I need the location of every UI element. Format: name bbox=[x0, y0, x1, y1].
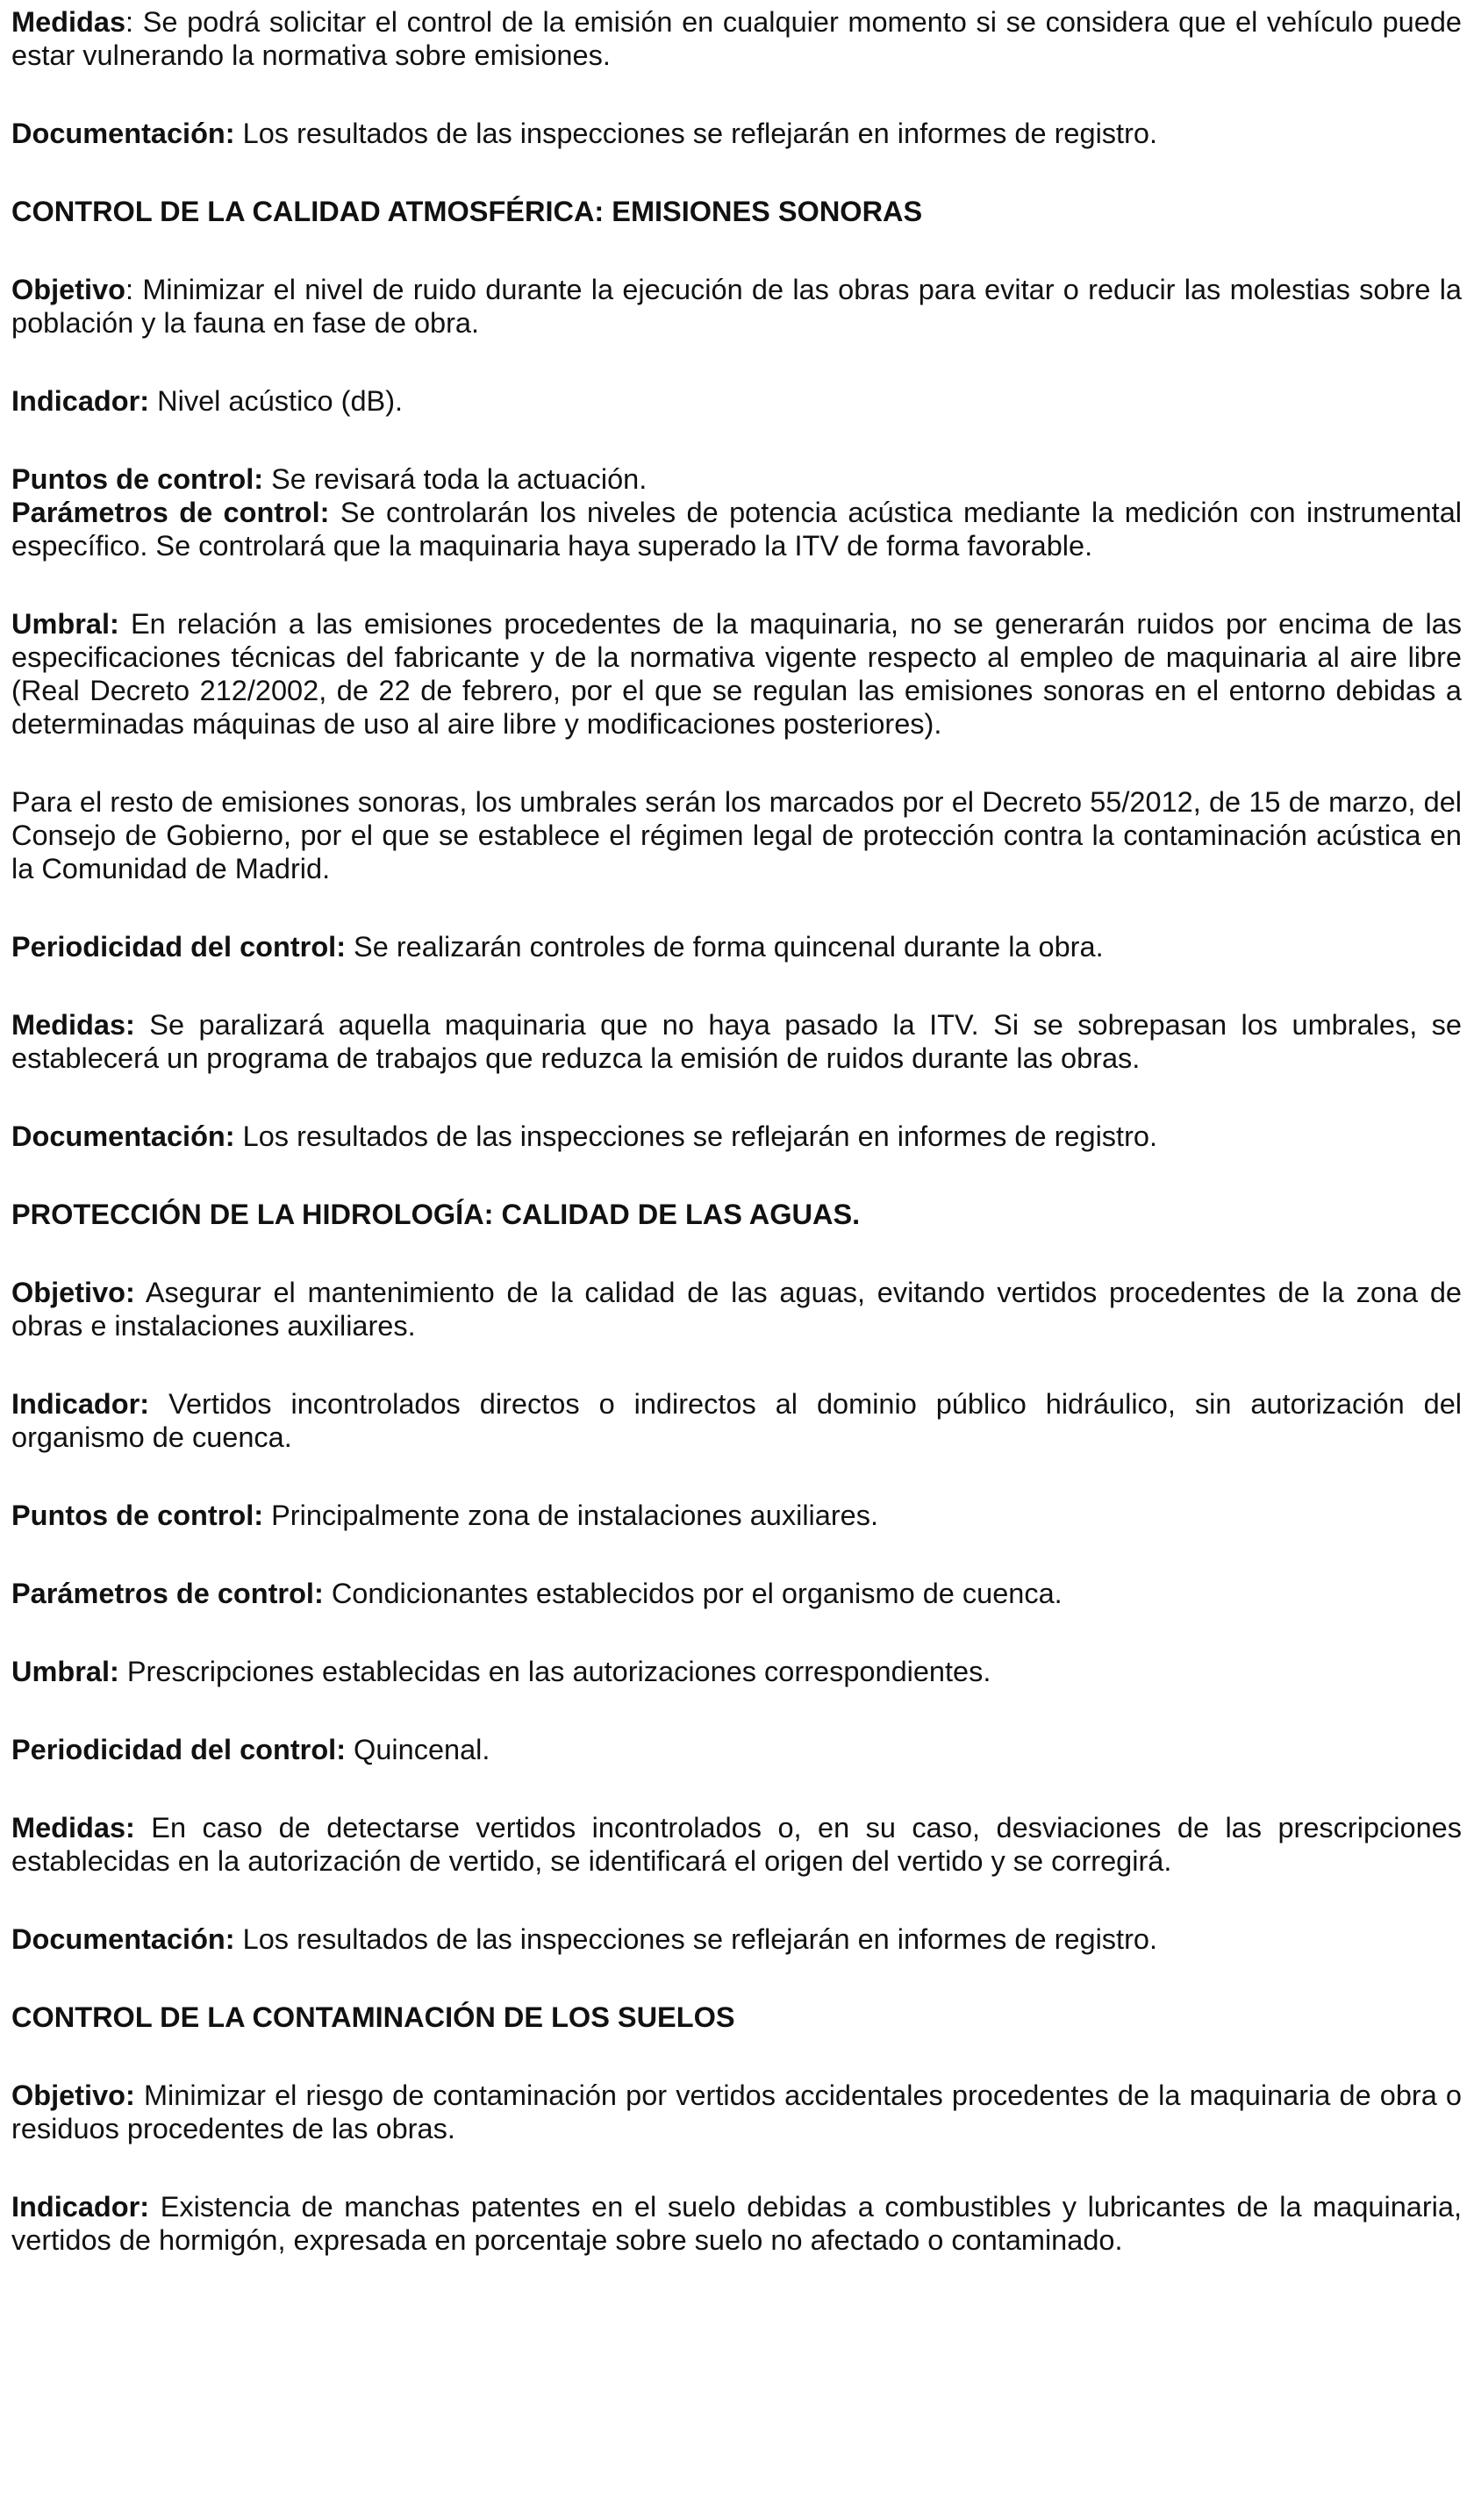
paragraph-text: Se controlarán los niveles de potencia acústica mediante la medición con instrumental específico. Se controlará que la maquinaria haya superado la ITV de forma favorable. bbox=[11, 497, 1462, 562]
paragraph-text: Los resultados de las inspecciones se reflejarán en informes de registro. bbox=[234, 118, 1158, 149]
paragraph-text: Se revisará toda la actuación. bbox=[263, 463, 648, 495]
medidas-paragraph bbox=[11, 1811, 1462, 1878]
paragraph-label: Medidas bbox=[11, 6, 126, 38]
paragraph-label: Medidas: bbox=[11, 1009, 135, 1041]
paragraph-label: Periodicidad del control: bbox=[11, 931, 347, 963]
paragraph-label: Umbral: bbox=[11, 608, 119, 640]
paragraph-label: Indicador: bbox=[11, 385, 150, 417]
paragraph-text: Los resultados de las inspecciones se reflejarán en informes de registro. bbox=[234, 1923, 1158, 1955]
paragraph-label: Puntos de control: bbox=[11, 1500, 264, 1531]
paragraph-label: Periodicidad del control: bbox=[11, 1734, 347, 1765]
puntos-de-control-paragraph bbox=[11, 1499, 1462, 1532]
paragraph-text: : Minimizar el nivel de ruido durante la ejecución de las obras para evitar o reducir las molestias sobre la población y la fauna en fase de obra. bbox=[11, 274, 1462, 339]
paragraph-label: Parámetros de control: bbox=[11, 497, 330, 528]
periodicidad-paragraph bbox=[11, 1733, 1462, 1766]
objetivo-paragraph bbox=[11, 1276, 1462, 1342]
paragraph-label: Objetivo: bbox=[11, 2080, 135, 2111]
indicador-paragraph bbox=[11, 1387, 1462, 1454]
section-heading-calidad-aguas: PROTECCIÓN DE LA HIDROLOGÍA: CALIDAD DE LAS AGUAS. bbox=[11, 1199, 861, 1230]
medidas-paragraph bbox=[11, 1008, 1462, 1075]
objetivo-paragraph bbox=[11, 273, 1462, 340]
paragraph-text: Existencia de manchas patentes en el suelo debidas a combustibles y lubricantes de la maquinaria, vertidos de hormigón, expresada en porcentaje sobre suelo no afectado o contaminado. bbox=[11, 2191, 1462, 2256]
paragraph-text: Para el resto de emisiones sonoras, los umbrales serán los marcados por el Decreto 55/2012, de 15 de marzo, del Consejo de Gobierno, por el que se establece el régimen legal de protección contra la contaminación acústica en la Comunidad de Madrid. bbox=[11, 786, 1462, 884]
paragraph-text: Condicionantes establecidos por el organismo de cuenca. bbox=[323, 1578, 1063, 1609]
paragraph-label: Puntos de control: bbox=[11, 463, 264, 495]
paragraph-text: Se paralizará aquella maquinaria que no haya pasado la ITV. Si se sobrepasan los umbrales, se establecerá un programa de trabajos que reduzca la emisión de ruidos durante las obras. bbox=[11, 1009, 1462, 1074]
paragraph-label: Umbral: bbox=[11, 1656, 119, 1687]
paragraph-label: Medidas: bbox=[11, 1812, 135, 1843]
documentacion-paragraph bbox=[11, 1922, 1462, 1956]
section-heading-emisiones-sonoras: CONTROL DE LA CALIDAD ATMOSFÉRICA: EMISIONES SONORAS bbox=[11, 196, 923, 227]
documentacion-paragraph bbox=[11, 1120, 1462, 1153]
umbral-paragraph bbox=[11, 1655, 1462, 1688]
paragraph-label: Indicador: bbox=[11, 1388, 150, 1420]
paragraph-label: Documentación: bbox=[11, 1120, 235, 1152]
paragraph-label: Indicador: bbox=[11, 2191, 150, 2223]
parametros-de-control-paragraph bbox=[11, 1577, 1462, 1610]
paragraph-text: En relación a las emisiones procedentes de la maquinaria, no se generarán ruidos por encima de las especificaciones técnicas del fabricante y de la normativa vigente respecto al empleo de maquinaria al aire libre (Real Decreto 212/2002, de 22 de febrero, por el que se regulan las emisiones sonoras en el entorno debidas a determinadas máquinas de uso al aire libre y modificaciones posteriores). bbox=[11, 608, 1462, 740]
paragraph-text: Se realizarán controles de forma quincenal durante la obra. bbox=[346, 931, 1104, 963]
section-heading-contaminacion-suelos: CONTROL DE LA CONTAMINACIÓN DE LOS SUELOS bbox=[11, 2001, 735, 2033]
documentacion-paragraph bbox=[11, 117, 1462, 150]
paragraph-text: Nivel acústico (dB). bbox=[149, 385, 404, 417]
objetivo-paragraph bbox=[11, 2079, 1462, 2145]
paragraph-text: Los resultados de las inspecciones se reflejarán en informes de registro. bbox=[234, 1120, 1158, 1152]
paragraph-text: Principalmente zona de instalaciones auxiliares. bbox=[263, 1500, 879, 1531]
paragraph-label: Objetivo: bbox=[11, 1277, 135, 1308]
medidas-emisiones-paragraph bbox=[11, 5, 1462, 72]
puntos-de-control-paragraph bbox=[11, 462, 1462, 496]
paragraph-text: Vertidos incontrolados directos o indirectos al dominio público hidráulico, sin autorización del organismo de cuenca. bbox=[11, 1388, 1462, 1453]
paragraph-text: Quincenal. bbox=[346, 1734, 490, 1765]
paragraph-text: Prescripciones establecidas en las autorizaciones correspondientes. bbox=[118, 1656, 991, 1687]
paragraph-label: Documentación: bbox=[11, 1923, 235, 1955]
paragraph-text: Minimizar el riesgo de contaminación por vertidos accidentales procedentes de la maquinaria de obra o residuos procedentes de las obras. bbox=[11, 2080, 1462, 2144]
parametros-de-control-paragraph bbox=[11, 496, 1462, 562]
indicador-paragraph bbox=[11, 2190, 1462, 2257]
resto-emisiones-paragraph bbox=[11, 785, 1462, 885]
paragraph-text: En caso de detectarse vertidos incontrolados o, en su caso, desviaciones de las prescripciones establecidas en la autorización de vertido, se identificará el origen del vertido y se corregirá. bbox=[11, 1812, 1462, 1877]
paragraph-label: Objetivo bbox=[11, 274, 126, 305]
periodicidad-paragraph bbox=[11, 930, 1462, 963]
paragraph-label: Documentación: bbox=[11, 118, 235, 149]
paragraph-text: : Se podrá solicitar el control de la emisión en cualquier momento si se considera que el vehículo puede estar vulnerando la normativa sobre emisiones. bbox=[11, 6, 1462, 71]
paragraph-text: Asegurar el mantenimiento de la calidad de las aguas, evitando vertidos procedentes de la zona de obras e instalaciones auxiliares. bbox=[11, 1277, 1462, 1342]
paragraph-label: Parámetros de control: bbox=[11, 1578, 324, 1609]
indicador-paragraph bbox=[11, 384, 1462, 418]
document-page bbox=[11, 5, 1462, 2302]
umbral-paragraph bbox=[11, 607, 1462, 741]
